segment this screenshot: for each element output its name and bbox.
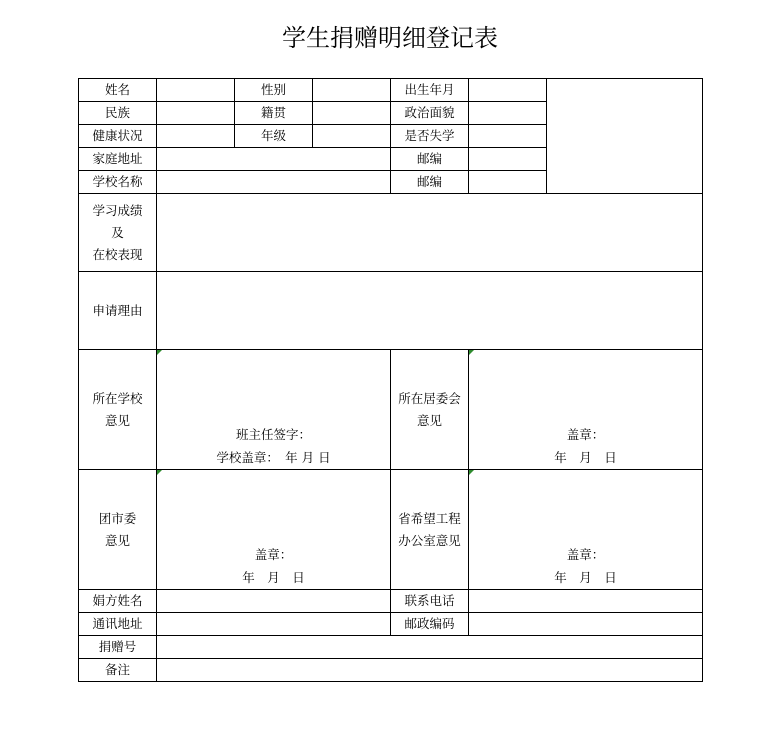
committee-opinion-label: [391, 350, 469, 470]
reason-label: 申请理由: [79, 272, 157, 350]
zip-field[interactable]: [469, 613, 703, 636]
committee-opinion-field[interactable]: [469, 350, 703, 470]
league-opinion-label-line1: 团市委: [98, 510, 137, 526]
gender-field[interactable]: [313, 79, 391, 102]
health-field[interactable]: [157, 125, 235, 148]
performance-field[interactable]: [157, 194, 703, 272]
hope-office-label: [391, 470, 469, 590]
home-address-field[interactable]: [157, 148, 391, 171]
school-postcode-field[interactable]: [469, 171, 547, 194]
mail-address-label: 通讯地址: [79, 613, 157, 636]
photo-area[interactable]: [547, 79, 703, 194]
registration-form: [78, 78, 703, 682]
hope-office-field[interactable]: [469, 470, 703, 590]
remark-field[interactable]: [157, 659, 703, 682]
performance-label-line2: 及: [111, 224, 124, 240]
teacher-sign-label: 班主任签字：: [235, 427, 311, 442]
committee-opinion-label-line1: 所在居委会: [398, 390, 461, 406]
donation-no-label: 捐赠号: [79, 636, 157, 659]
school-opinion-label: [79, 350, 157, 470]
political-field[interactable]: [469, 102, 547, 125]
school-name-field[interactable]: [157, 171, 391, 194]
native-place-label: 籍贯: [235, 102, 313, 125]
school-seal-label: 学校盖章： 年 月 日: [216, 450, 331, 465]
birth-field[interactable]: [469, 79, 547, 102]
postcode-field[interactable]: [469, 148, 547, 171]
hope-office-label-line2: 办公室意见: [398, 532, 461, 548]
committee-opinion-label-line2: 意见: [416, 412, 442, 428]
name-label: 姓名: [79, 79, 157, 102]
school-postcode-label: 邮编: [391, 171, 469, 194]
reason-field[interactable]: [157, 272, 703, 350]
committee-signature-block: [469, 423, 702, 469]
donor-name-label: 娟方姓名: [79, 590, 157, 613]
hope-office-signature-block: [469, 543, 702, 589]
birth-label: 出生年月: [391, 79, 469, 102]
dropout-label: 是否失学: [391, 125, 469, 148]
league-opinion-field[interactable]: [157, 470, 391, 590]
league-opinion-label: [79, 470, 157, 590]
league-signature-block: [157, 543, 390, 589]
league-opinion-label-line2: 意见: [104, 532, 130, 548]
home-address-label: 家庭地址: [79, 148, 157, 171]
remark-label: 备注: [79, 659, 157, 682]
performance-label-line1: 学习成绩: [92, 202, 143, 218]
mail-address-field[interactable]: [157, 613, 391, 636]
phone-label: 联系电话: [391, 590, 469, 613]
grade-field[interactable]: [313, 125, 391, 148]
gender-label: 性别: [235, 79, 313, 102]
health-label: 健康状况: [79, 125, 157, 148]
dropout-field[interactable]: [469, 125, 547, 148]
ethnicity-field[interactable]: [157, 102, 235, 125]
political-label: 政治面貌: [391, 102, 469, 125]
donor-name-field[interactable]: [157, 590, 391, 613]
committee-seal-label: 盖章：: [566, 427, 605, 442]
performance-label: [79, 194, 157, 272]
school-signature-block: [157, 423, 390, 469]
native-place-field[interactable]: [313, 102, 391, 125]
zip-label: 邮政编码: [391, 613, 469, 636]
hope-office-date-label: 年 月 日: [554, 570, 617, 585]
league-seal-label: 盖章：: [254, 547, 293, 562]
school-opinion-label-line1: 所在学校: [92, 390, 143, 406]
league-date-label: 年 月 日: [242, 570, 305, 585]
hope-office-label-line1: 省希望工程: [398, 510, 461, 526]
school-opinion-label-line2: 意见: [104, 412, 130, 428]
school-opinion-field[interactable]: [157, 350, 391, 470]
hope-office-seal-label: 盖章：: [566, 547, 605, 562]
name-field[interactable]: [157, 79, 235, 102]
grade-label: 年级: [235, 125, 313, 148]
performance-label-line3: 在校表现: [92, 246, 143, 262]
school-name-label: 学校名称: [79, 171, 157, 194]
postcode-label: 邮编: [391, 148, 469, 171]
phone-field[interactable]: [469, 590, 703, 613]
form-title: 学生捐赠明细登记表: [282, 24, 498, 52]
donation-no-field[interactable]: [157, 636, 703, 659]
committee-date-label: 年 月 日: [554, 450, 617, 465]
ethnicity-label: 民族: [79, 102, 157, 125]
